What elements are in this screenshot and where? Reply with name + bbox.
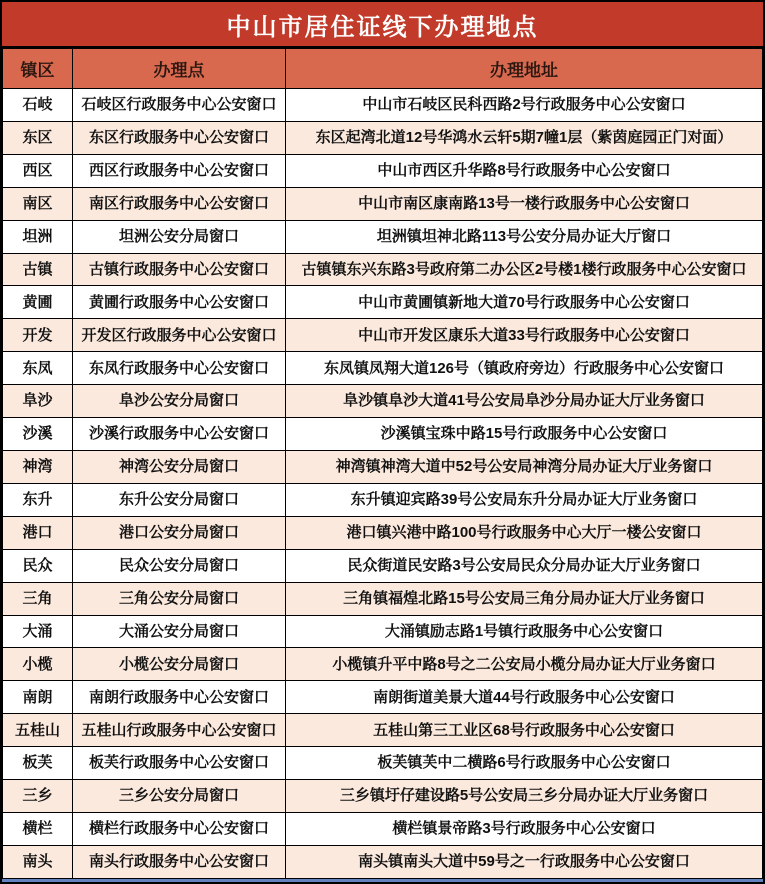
address-cell: 阜沙镇阜沙大道41号公安局阜沙分局办证大厅业务窗口	[286, 385, 763, 418]
table-row	[3, 385, 763, 418]
address-cell: 中山市石岐区民科西路2号行政服务中心公安窗口	[286, 89, 763, 122]
address-cell: 大涌镇励志路1号镇行政服务中心公安窗口	[286, 615, 763, 648]
point-cell: 南朗行政服务中心公安窗口	[73, 681, 286, 714]
point-cell: 小榄公安分局窗口	[73, 648, 286, 681]
district-cell: 横栏	[3, 812, 73, 845]
district-cell: 五桂山	[3, 714, 73, 747]
district-cell: 沙溪	[3, 418, 73, 451]
district-cell: 黄圃	[3, 286, 73, 319]
district-cell: 古镇	[3, 253, 73, 286]
point-cell: 西区行政服务中心公安窗口	[73, 154, 286, 187]
table-row	[3, 582, 763, 615]
table-row	[3, 681, 763, 714]
address-cell: 港口镇兴港中路100号行政服务中心大厅一楼公安窗口	[286, 516, 763, 549]
table-row	[3, 253, 763, 286]
point-cell: 港口公安分局窗口	[73, 516, 286, 549]
point-cell: 大涌公安分局窗口	[73, 615, 286, 648]
table-row	[3, 615, 763, 648]
table-row	[3, 187, 763, 220]
district-cell: 港口	[3, 516, 73, 549]
district-cell: 神湾	[3, 450, 73, 483]
table-row	[3, 418, 763, 451]
point-cell: 板芙行政服务中心公安窗口	[73, 747, 286, 780]
table-row	[3, 780, 763, 813]
point-cell: 横栏行政服务中心公安窗口	[73, 812, 286, 845]
address-cell: 中山市西区升华路8号行政服务中心公安窗口	[286, 154, 763, 187]
point-cell: 石岐区行政服务中心公安窗口	[73, 89, 286, 122]
table-body	[3, 89, 763, 879]
district-cell: 西区	[3, 154, 73, 187]
table-row	[3, 747, 763, 780]
point-cell: 东升公安分局窗口	[73, 483, 286, 516]
district-cell: 小榄	[3, 648, 73, 681]
bottom-accent-line	[2, 879, 763, 882]
point-cell: 东区行政服务中心公安窗口	[73, 121, 286, 154]
point-cell: 坦洲公安分局窗口	[73, 220, 286, 253]
district-cell: 阜沙	[3, 385, 73, 418]
point-cell: 古镇行政服务中心公安窗口	[73, 253, 286, 286]
address-cell: 民众街道民安路3号公安局民众分局办证大厅业务窗口	[286, 549, 763, 582]
point-cell: 开发区行政服务中心公安窗口	[73, 319, 286, 352]
district-cell: 大涌	[3, 615, 73, 648]
address-cell: 三乡镇圩仔建设路5号公安局三乡分局办证大厅业务窗口	[286, 780, 763, 813]
address-cell: 横栏镇景帝路3号行政服务中心公安窗口	[286, 812, 763, 845]
district-cell: 板芙	[3, 747, 73, 780]
district-cell: 东区	[3, 121, 73, 154]
address-cell: 南头镇南头大道中59号之一行政服务中心公安窗口	[286, 845, 763, 878]
district-cell: 开发	[3, 319, 73, 352]
table-row	[3, 714, 763, 747]
district-cell: 石岐	[3, 89, 73, 122]
point-cell: 三角公安分局窗口	[73, 582, 286, 615]
page-title: 中山市居住证线下办理地点	[2, 2, 763, 48]
point-cell: 阜沙公安分局窗口	[73, 385, 286, 418]
address-cell: 东凤镇凤翔大道126号（镇政府旁边）行政服务中心公安窗口	[286, 352, 763, 385]
district-cell: 南头	[3, 845, 73, 878]
column-header-address: 办理地址	[286, 49, 763, 89]
column-header-point: 办理点	[73, 49, 286, 89]
table-row	[3, 549, 763, 582]
address-cell: 小榄镇升平中路8号之二公安局小榄分局办证大厅业务窗口	[286, 648, 763, 681]
district-cell: 三角	[3, 582, 73, 615]
locations-table	[2, 48, 763, 879]
address-cell: 坦洲镇坦神北路113号公安分局办证大厅窗口	[286, 220, 763, 253]
table-row	[3, 154, 763, 187]
address-cell: 东升镇迎宾路39号公安局东升分局办证大厅业务窗口	[286, 483, 763, 516]
address-cell: 中山市黄圃镇新地大道70号行政服务中心公安窗口	[286, 286, 763, 319]
district-cell: 坦洲	[3, 220, 73, 253]
point-cell: 五桂山行政服务中心公安窗口	[73, 714, 286, 747]
district-cell: 南朗	[3, 681, 73, 714]
point-cell: 三乡公安分局窗口	[73, 780, 286, 813]
table-row	[3, 319, 763, 352]
address-cell: 中山市开发区康乐大道33号行政服务中心公安窗口	[286, 319, 763, 352]
table-row	[3, 121, 763, 154]
address-cell: 东区起湾北道12号华鸿水云轩5期7幢1层（紫茵庭园正门对面）	[286, 121, 763, 154]
table-row	[3, 845, 763, 878]
table-row	[3, 220, 763, 253]
district-cell: 东凤	[3, 352, 73, 385]
column-header-district: 镇区	[3, 49, 73, 89]
address-cell: 板芙镇芙中二横路6号行政服务中心公安窗口	[286, 747, 763, 780]
table-row	[3, 483, 763, 516]
point-cell: 神湾公安分局窗口	[73, 450, 286, 483]
address-cell: 沙溪镇宝珠中路15号行政服务中心公安窗口	[286, 418, 763, 451]
header-row	[3, 49, 763, 89]
point-cell: 沙溪行政服务中心公安窗口	[73, 418, 286, 451]
table-row	[3, 648, 763, 681]
table-row	[3, 450, 763, 483]
table-row	[3, 812, 763, 845]
address-cell: 神湾镇神湾大道中52号公安局神湾分局办证大厅业务窗口	[286, 450, 763, 483]
address-cell: 三角镇福煌北路15号公安局三角分局办证大厅业务窗口	[286, 582, 763, 615]
address-cell: 南朗街道美景大道44号行政服务中心公安窗口	[286, 681, 763, 714]
district-cell: 三乡	[3, 780, 73, 813]
address-cell: 中山市南区康南路13号一楼行政服务中心公安窗口	[286, 187, 763, 220]
table-container	[2, 48, 763, 879]
table-row	[3, 516, 763, 549]
district-cell: 东升	[3, 483, 73, 516]
district-cell: 民众	[3, 549, 73, 582]
table-row	[3, 352, 763, 385]
district-cell: 南区	[3, 187, 73, 220]
table-row	[3, 286, 763, 319]
point-cell: 东凤行政服务中心公安窗口	[73, 352, 286, 385]
address-cell: 五桂山第三工业区68号行政服务中心公安窗口	[286, 714, 763, 747]
table-row	[3, 89, 763, 122]
point-cell: 民众公安分局窗口	[73, 549, 286, 582]
address-cell: 古镇镇东兴东路3号政府第二办公区2号楼1楼行政服务中心公安窗口	[286, 253, 763, 286]
point-cell: 黄圃行政服务中心公安窗口	[73, 286, 286, 319]
point-cell: 南头行政服务中心公安窗口	[73, 845, 286, 878]
point-cell: 南区行政服务中心公安窗口	[73, 187, 286, 220]
